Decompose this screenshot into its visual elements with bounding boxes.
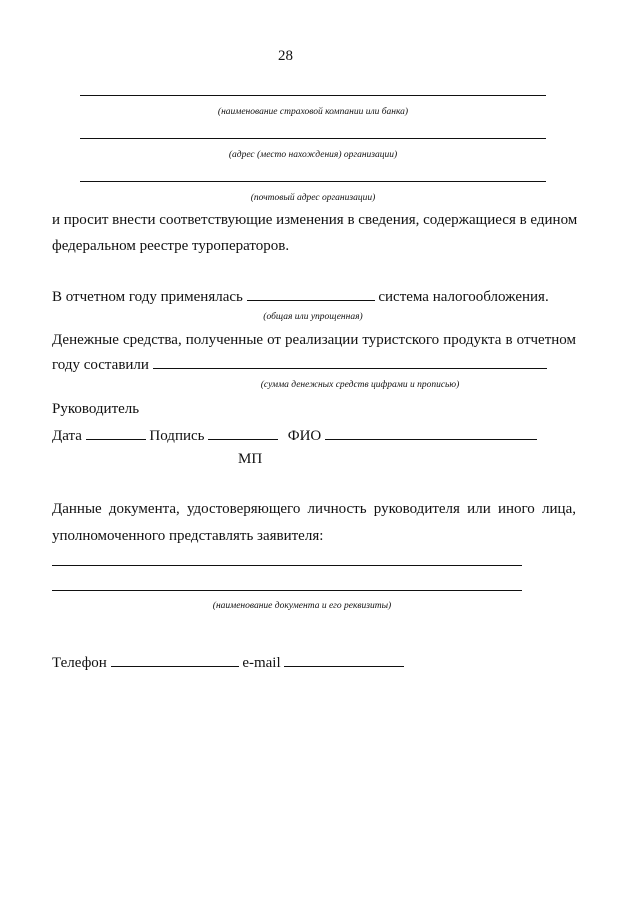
identity-line-2: уполномоченного представлять заявителя:	[52, 528, 324, 544]
postal-address-caption: (почтовый адрес организации)	[250, 193, 376, 203]
tax-label-after: система налогообложения.	[378, 289, 549, 305]
address-line[interactable]	[80, 138, 546, 139]
page-number: 28	[278, 48, 293, 64]
identity-caption: (наименование документа и его реквизиты)	[212, 601, 392, 611]
date-field[interactable]	[86, 426, 146, 440]
tax-label-before: В отчетном году применялась	[52, 289, 243, 305]
tax-row	[52, 287, 549, 306]
sign-field[interactable]	[208, 426, 278, 440]
company-name-line[interactable]	[80, 95, 546, 96]
funds-row	[52, 355, 547, 374]
identity-doc-line-1[interactable]	[52, 565, 522, 566]
email-field[interactable]	[284, 653, 404, 667]
identity-doc-line-2[interactable]	[52, 590, 522, 591]
head-label: Руководитель	[52, 401, 140, 417]
signature-row	[52, 426, 537, 445]
tax-system-field[interactable]	[247, 287, 375, 301]
identity-line-1: Данные документа, удостоверяющего личность руководителя или иного лица,	[52, 501, 576, 517]
email-label: e-mail	[242, 655, 281, 671]
name-label: ФИО	[287, 428, 322, 444]
phone-field[interactable]	[111, 653, 239, 667]
funds-caption: (сумма денежных средств цифрами и прописью)	[260, 380, 460, 390]
postal-address-line[interactable]	[80, 181, 546, 182]
funds-amount-field[interactable]	[153, 355, 547, 369]
date-label: Дата	[52, 428, 82, 444]
funds-line-1: Денежные средства, полученные от реализации туристского продукта в отчетном	[52, 332, 576, 348]
stamp-label: МП	[238, 451, 263, 467]
request-line-1: и просит внести соответствующие изменения в сведения, содержащиеся в едином	[52, 212, 578, 228]
phone-label: Телефон	[52, 655, 107, 671]
contacts-row	[52, 653, 404, 672]
sign-label: Подпись	[149, 428, 205, 444]
name-field[interactable]	[325, 426, 537, 440]
address-caption: (адрес (место нахождения) организации)	[228, 150, 398, 160]
tax-caption: (общая или упрощенная)	[263, 312, 363, 322]
request-line-2: федеральном реестре туроператоров.	[52, 238, 290, 254]
funds-label: году составили	[52, 357, 149, 373]
company-name-caption: (наименование страховой компании или банка)	[217, 107, 409, 117]
